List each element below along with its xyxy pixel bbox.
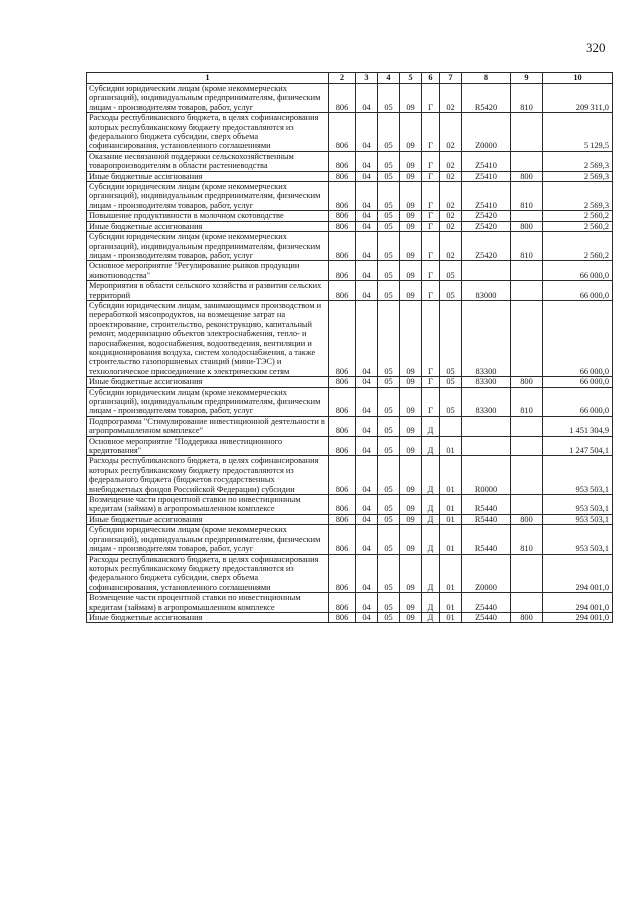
- section-cell: 04: [356, 211, 378, 221]
- table-row: [87, 377, 613, 387]
- section-cell: 04: [356, 113, 378, 152]
- header-cell: 9: [511, 73, 543, 84]
- amount-cell: 953 503,1: [543, 456, 613, 495]
- amount-cell: 953 503,1: [543, 495, 613, 515]
- ministry-code-cell: 806: [329, 387, 356, 416]
- ministry-code-cell: 806: [329, 221, 356, 231]
- subsection-cell: 05: [378, 84, 400, 113]
- event-cell: 02: [440, 182, 462, 211]
- program-cell: 09: [400, 456, 422, 495]
- subprogram-cell: Д: [422, 416, 440, 436]
- direction-code-cell: 83300: [462, 387, 511, 416]
- direction-code-cell: 83000: [462, 281, 511, 301]
- amount-cell: 1 247 504,1: [543, 436, 613, 456]
- direction-code-cell: Z5410: [462, 182, 511, 211]
- row-name-cell: Основное мероприятие "Поддержка инвестиционного кредитования": [87, 436, 329, 456]
- row-name-cell: Иные бюджетные ассигнования: [87, 171, 329, 181]
- expense-type-cell: 810: [511, 232, 543, 261]
- amount-cell: 66 000,0: [543, 281, 613, 301]
- table-row: [87, 171, 613, 181]
- subprogram-cell: Г: [422, 387, 440, 416]
- subprogram-cell: Д: [422, 612, 440, 622]
- program-cell: 09: [400, 221, 422, 231]
- event-cell: 02: [440, 171, 462, 181]
- subprogram-cell: Д: [422, 554, 440, 593]
- table-row: [87, 387, 613, 416]
- amount-cell: 2 560,2: [543, 211, 613, 221]
- amount-cell: 66 000,0: [543, 300, 613, 376]
- header-cell: 2: [329, 73, 356, 84]
- subsection-cell: 05: [378, 436, 400, 456]
- ministry-code-cell: 806: [329, 436, 356, 456]
- row-name-cell: Иные бюджетные ассигнования: [87, 514, 329, 524]
- subsection-cell: 05: [378, 525, 400, 554]
- direction-code-cell: Z5410: [462, 151, 511, 171]
- subprogram-cell: Г: [422, 113, 440, 152]
- event-cell: 05: [440, 281, 462, 301]
- program-cell: 09: [400, 182, 422, 211]
- row-name-cell: Субсидии юридическим лицам (кроме некоммерческих организаций), индивидуальным предпринимателям, физическим лицам - производителям товаров, работ, услуг: [87, 182, 329, 211]
- table-row: [87, 84, 613, 113]
- amount-cell: 294 001,0: [543, 612, 613, 622]
- table-row: [87, 151, 613, 171]
- row-name-cell: Иные бюджетные ассигнования: [87, 612, 329, 622]
- subsection-cell: 05: [378, 593, 400, 613]
- program-cell: 09: [400, 436, 422, 456]
- table-row: [87, 416, 613, 436]
- amount-cell: 66 000,0: [543, 387, 613, 416]
- direction-code-cell: 83300: [462, 377, 511, 387]
- amount-cell: 2 569,3: [543, 182, 613, 211]
- program-cell: 09: [400, 84, 422, 113]
- table-row: [87, 593, 613, 613]
- amount-cell: 66 000,0: [543, 261, 613, 281]
- row-name-cell: Повышение продуктивности в молочном скотоводстве: [87, 211, 329, 221]
- ministry-code-cell: 806: [329, 84, 356, 113]
- ministry-code-cell: 806: [329, 211, 356, 221]
- subprogram-cell: Г: [422, 232, 440, 261]
- subsection-cell: 05: [378, 211, 400, 221]
- expense-type-cell: [511, 554, 543, 593]
- row-name-cell: Субсидии юридическим лицам, занимающимся производством и переработкой мясопродуктов, на возмещение затрат на проектирование, строительство, реконструкцию, капитальный ремонт, модернизацию объектов электроснабжения, тепло- и пароснабжения, водоснабжения, водоотведения, вентиляции и кондиционирования воздуха, систем холодоснабжения, а также строительство газопоршневых станций (мини-ТЭС) и технологическое присоединение к электрическим сетям: [87, 300, 329, 376]
- header-cell: 6: [422, 73, 440, 84]
- header-cell: 8: [462, 73, 511, 84]
- event-cell: 01: [440, 456, 462, 495]
- event-cell: [440, 416, 462, 436]
- event-cell: 01: [440, 436, 462, 456]
- section-cell: 04: [356, 221, 378, 231]
- expense-type-cell: 810: [511, 525, 543, 554]
- ministry-code-cell: 806: [329, 612, 356, 622]
- subprogram-cell: Д: [422, 456, 440, 495]
- direction-code-cell: R5440: [462, 514, 511, 524]
- section-cell: 04: [356, 554, 378, 593]
- subprogram-cell: Д: [422, 495, 440, 515]
- expense-type-cell: 800: [511, 171, 543, 181]
- header-cell: 1: [87, 73, 329, 84]
- row-name-cell: Оказание несвязанной поддержки сельскохозяйственным товаропроизводителям в области растениеводства: [87, 151, 329, 171]
- row-name-cell: Субсидии юридическим лицам (кроме некоммерческих организаций), индивидуальным предпринимателям, физическим лицам - производителям товаров, работ, услуг: [87, 84, 329, 113]
- amount-cell: 5 129,5: [543, 113, 613, 152]
- event-cell: 02: [440, 113, 462, 152]
- subprogram-cell: Г: [422, 182, 440, 211]
- expense-type-cell: 800: [511, 377, 543, 387]
- direction-code-cell: R5440: [462, 525, 511, 554]
- event-cell: 02: [440, 84, 462, 113]
- expense-type-cell: [511, 300, 543, 376]
- event-cell: 01: [440, 525, 462, 554]
- subsection-cell: 05: [378, 387, 400, 416]
- amount-cell: 953 503,1: [543, 514, 613, 524]
- expense-type-cell: [511, 495, 543, 515]
- program-cell: 09: [400, 377, 422, 387]
- section-cell: 04: [356, 514, 378, 524]
- subprogram-cell: Г: [422, 171, 440, 181]
- program-cell: 09: [400, 554, 422, 593]
- event-cell: 01: [440, 612, 462, 622]
- subprogram-cell: Д: [422, 525, 440, 554]
- section-cell: 04: [356, 456, 378, 495]
- subprogram-cell: Г: [422, 84, 440, 113]
- subsection-cell: 05: [378, 456, 400, 495]
- subsection-cell: 05: [378, 113, 400, 152]
- event-cell: 01: [440, 554, 462, 593]
- subprogram-cell: Г: [422, 261, 440, 281]
- amount-cell: 209 311,0: [543, 84, 613, 113]
- table-row: [87, 221, 613, 231]
- section-cell: 04: [356, 525, 378, 554]
- section-cell: 04: [356, 416, 378, 436]
- section-cell: 04: [356, 436, 378, 456]
- header-cell: 7: [440, 73, 462, 84]
- section-cell: 04: [356, 232, 378, 261]
- expense-type-cell: 800: [511, 514, 543, 524]
- row-name-cell: Расходы республиканского бюджета, в целях софинансирования которых республиканскому бюджету предоставляются из федерального бюджета (бюджетов государственных внебюджетных фондов Российской Федерации) субсидии: [87, 456, 329, 495]
- subsection-cell: 05: [378, 300, 400, 376]
- expense-type-cell: [511, 593, 543, 613]
- section-cell: 04: [356, 171, 378, 181]
- direction-code-cell: Z5420: [462, 211, 511, 221]
- expense-type-cell: 800: [511, 612, 543, 622]
- subprogram-cell: Д: [422, 514, 440, 524]
- amount-cell: 66 000,0: [543, 377, 613, 387]
- header-cell: 4: [378, 73, 400, 84]
- row-name-cell: Основное мероприятие "Регулирование рынков продукции животноводства": [87, 261, 329, 281]
- expense-type-cell: [511, 281, 543, 301]
- direction-code-cell: R5420: [462, 84, 511, 113]
- direction-code-cell: [462, 261, 511, 281]
- event-cell: 01: [440, 514, 462, 524]
- table-row: [87, 281, 613, 301]
- event-cell: 02: [440, 232, 462, 261]
- section-cell: 04: [356, 612, 378, 622]
- program-cell: 09: [400, 612, 422, 622]
- program-cell: 09: [400, 525, 422, 554]
- table-row: [87, 514, 613, 524]
- table-row: [87, 612, 613, 622]
- amount-cell: 2 569,3: [543, 151, 613, 171]
- subprogram-cell: Г: [422, 281, 440, 301]
- event-cell: 01: [440, 593, 462, 613]
- subsection-cell: 05: [378, 377, 400, 387]
- row-name-cell: Подпрограмма "Стимулирование инвестиционной деятельности в агропромышленном комплексе": [87, 416, 329, 436]
- table-row: [87, 113, 613, 152]
- program-cell: 09: [400, 593, 422, 613]
- table-row: [87, 456, 613, 495]
- section-cell: 04: [356, 495, 378, 515]
- row-name-cell: Иные бюджетные ассигнования: [87, 221, 329, 231]
- amount-cell: 2 569,3: [543, 171, 613, 181]
- subsection-cell: 05: [378, 416, 400, 436]
- row-name-cell: Возмещение части процентной ставки по инвестиционным кредитам (займам) в агропромышленном комплексе: [87, 495, 329, 515]
- subsection-cell: 05: [378, 151, 400, 171]
- direction-code-cell: [462, 436, 511, 456]
- row-name-cell: Субсидии юридическим лицам (кроме некоммерческих организаций), индивидуальным предпринимателям, физическим лицам - производителям товаров, работ, услуг: [87, 525, 329, 554]
- budget-table: [86, 72, 613, 623]
- direction-code-cell: Z0000: [462, 113, 511, 152]
- table-row: [87, 554, 613, 593]
- ministry-code-cell: 806: [329, 261, 356, 281]
- ministry-code-cell: 806: [329, 514, 356, 524]
- event-cell: 05: [440, 261, 462, 281]
- direction-code-cell: 83300: [462, 300, 511, 376]
- subsection-cell: 05: [378, 261, 400, 281]
- subsection-cell: 05: [378, 554, 400, 593]
- row-name-cell: Мероприятия в области сельского хозяйства и развития сельских территорий: [87, 281, 329, 301]
- ministry-code-cell: 806: [329, 151, 356, 171]
- event-cell: 05: [440, 387, 462, 416]
- subsection-cell: 05: [378, 514, 400, 524]
- page-number: 320: [586, 40, 606, 55]
- row-name-cell: Иные бюджетные ассигнования: [87, 377, 329, 387]
- table-row: [87, 182, 613, 211]
- row-name-cell: Возмещение части процентной ставки по инвестиционным кредитам (займам) в агропромышленном комплексе: [87, 593, 329, 613]
- direction-code-cell: [462, 416, 511, 436]
- section-cell: 04: [356, 377, 378, 387]
- table-row: [87, 525, 613, 554]
- subsection-cell: 05: [378, 612, 400, 622]
- ministry-code-cell: 806: [329, 232, 356, 261]
- direction-code-cell: Z5410: [462, 171, 511, 181]
- direction-code-cell: Z0000: [462, 554, 511, 593]
- direction-code-cell: R0000: [462, 456, 511, 495]
- expense-type-cell: 810: [511, 182, 543, 211]
- event-cell: 01: [440, 495, 462, 515]
- program-cell: 09: [400, 171, 422, 181]
- section-cell: 04: [356, 593, 378, 613]
- ministry-code-cell: 806: [329, 456, 356, 495]
- subsection-cell: 05: [378, 171, 400, 181]
- amount-cell: 294 001,0: [543, 593, 613, 613]
- header-cell: 5: [400, 73, 422, 84]
- header-cell: 3: [356, 73, 378, 84]
- subprogram-cell: Г: [422, 151, 440, 171]
- program-cell: 09: [400, 514, 422, 524]
- ministry-code-cell: 806: [329, 593, 356, 613]
- direction-code-cell: Z5420: [462, 232, 511, 261]
- subsection-cell: 05: [378, 495, 400, 515]
- expense-type-cell: [511, 436, 543, 456]
- direction-code-cell: Z5420: [462, 221, 511, 231]
- direction-code-cell: Z5440: [462, 593, 511, 613]
- program-cell: 09: [400, 300, 422, 376]
- expense-type-cell: [511, 211, 543, 221]
- amount-cell: 294 001,0: [543, 554, 613, 593]
- subprogram-cell: Д: [422, 436, 440, 456]
- section-cell: 04: [356, 300, 378, 376]
- amount-cell: 1 451 304,9: [543, 416, 613, 436]
- expense-type-cell: [511, 261, 543, 281]
- program-cell: 09: [400, 232, 422, 261]
- ministry-code-cell: 806: [329, 525, 356, 554]
- program-cell: 09: [400, 211, 422, 221]
- ministry-code-cell: 806: [329, 416, 356, 436]
- header-row: [87, 73, 613, 84]
- expense-type-cell: [511, 151, 543, 171]
- expense-type-cell: 810: [511, 84, 543, 113]
- subsection-cell: 05: [378, 232, 400, 261]
- program-cell: 09: [400, 387, 422, 416]
- event-cell: 02: [440, 151, 462, 171]
- section-cell: 04: [356, 151, 378, 171]
- event-cell: 05: [440, 377, 462, 387]
- section-cell: 04: [356, 84, 378, 113]
- amount-cell: 953 503,1: [543, 525, 613, 554]
- event-cell: 02: [440, 221, 462, 231]
- row-name-cell: Субсидии юридическим лицам (кроме некоммерческих организаций), индивидуальным предпринимателям, физическим лицам - производителям товаров, работ, услуг: [87, 232, 329, 261]
- ministry-code-cell: 806: [329, 377, 356, 387]
- expense-type-cell: [511, 456, 543, 495]
- event-cell: 02: [440, 211, 462, 221]
- subsection-cell: 05: [378, 182, 400, 211]
- expense-type-cell: 810: [511, 387, 543, 416]
- ministry-code-cell: 806: [329, 113, 356, 152]
- ministry-code-cell: 806: [329, 300, 356, 376]
- table-row: [87, 436, 613, 456]
- program-cell: 09: [400, 113, 422, 152]
- subprogram-cell: Д: [422, 593, 440, 613]
- ministry-code-cell: 806: [329, 554, 356, 593]
- table-row: [87, 232, 613, 261]
- row-name-cell: Расходы республиканского бюджета, в целях софинансирования которых республиканскому бюджету предоставляются из федерального бюджета субсидии, сверх объема софинансирования, установленного соглашениями: [87, 554, 329, 593]
- subsection-cell: 05: [378, 221, 400, 231]
- direction-code-cell: R5440: [462, 495, 511, 515]
- program-cell: 09: [400, 151, 422, 171]
- amount-cell: 2 560,2: [543, 232, 613, 261]
- table-row: [87, 261, 613, 281]
- program-cell: 09: [400, 495, 422, 515]
- table-row: [87, 300, 613, 376]
- expense-type-cell: [511, 416, 543, 436]
- row-name-cell: Субсидии юридическим лицам (кроме некоммерческих организаций), индивидуальным предпринимателям, физическим лицам - производителям товаров, работ, услуг: [87, 387, 329, 416]
- subprogram-cell: Г: [422, 377, 440, 387]
- section-cell: 04: [356, 182, 378, 211]
- ministry-code-cell: 806: [329, 182, 356, 211]
- program-cell: 09: [400, 281, 422, 301]
- event-cell: 05: [440, 300, 462, 376]
- subsection-cell: 05: [378, 281, 400, 301]
- row-name-cell: Расходы республиканского бюджета, в целях софинансирования которых республиканскому бюджету предоставляются из федерального бюджета субсидии, сверх объема софинансирования, установленного соглашениями: [87, 113, 329, 152]
- program-cell: 09: [400, 416, 422, 436]
- amount-cell: 2 560,2: [543, 221, 613, 231]
- section-cell: 04: [356, 261, 378, 281]
- ministry-code-cell: 806: [329, 281, 356, 301]
- table-row: [87, 211, 613, 221]
- subprogram-cell: Г: [422, 300, 440, 376]
- subprogram-cell: Г: [422, 211, 440, 221]
- table-row: [87, 495, 613, 515]
- expense-type-cell: 800: [511, 221, 543, 231]
- program-cell: 09: [400, 261, 422, 281]
- section-cell: 04: [356, 387, 378, 416]
- subprogram-cell: Г: [422, 221, 440, 231]
- direction-code-cell: Z5440: [462, 612, 511, 622]
- ministry-code-cell: 806: [329, 495, 356, 515]
- header-cell: 10: [543, 73, 613, 84]
- ministry-code-cell: 806: [329, 171, 356, 181]
- expense-type-cell: [511, 113, 543, 152]
- section-cell: 04: [356, 281, 378, 301]
